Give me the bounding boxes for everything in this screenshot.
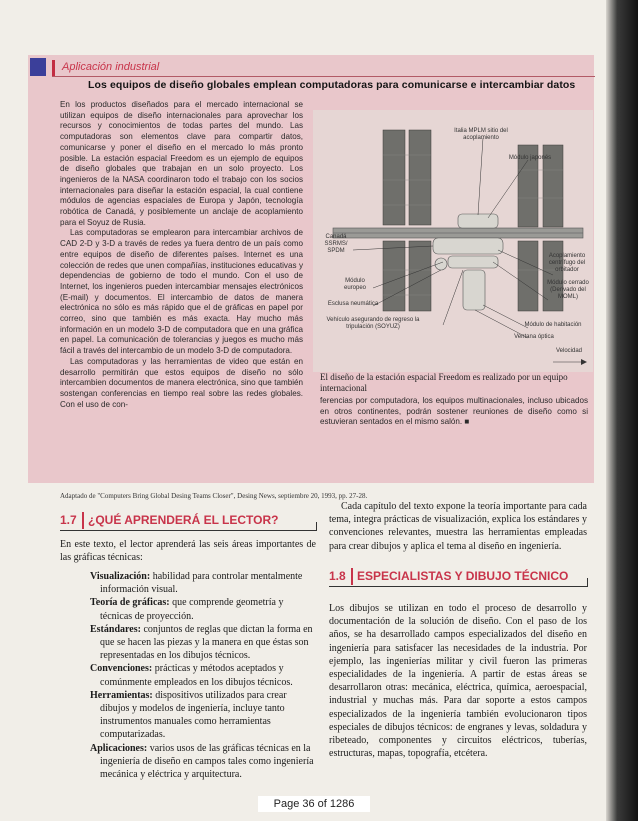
- list-item: Visualización: habilidad para controlar mentalmente información visual.: [90, 571, 303, 596]
- box-marker-bar: [52, 60, 55, 76]
- label-vehiculo: Vehículo asegurando de regreso la tripulación (SOYUZ): [326, 317, 420, 330]
- list-item: Teoría de gráficas: que comprende geometría y técnicas de proyección.: [90, 597, 284, 622]
- section-1-8-heading: [329, 566, 587, 587]
- section-1-7-heading: [60, 510, 316, 531]
- space-station-illustration: [313, 110, 593, 372]
- heading-tick: [316, 522, 317, 531]
- space-station-figure: [313, 110, 593, 372]
- box-text-column: [60, 100, 303, 410]
- page-gutter-shadow: [606, 0, 638, 821]
- heading-tick: [587, 578, 588, 587]
- figure-caption: El diseño de la estación espacial Freedom es realizado por un equipo internacional: [320, 372, 568, 393]
- source-citation: Adaptado de "Computers Bring Global Desing Teams Closer", Desing News, septiembre 20, 1993, pp. 27-28.: [60, 492, 368, 500]
- label-esclusa: Esclusa neumática: [327, 301, 379, 307]
- label-canada: Canadá SSRMS/ SPDM: [324, 234, 348, 254]
- label-ventana: Ventana óptica: [514, 334, 554, 340]
- section-number: 1.7: [60, 513, 77, 527]
- heading-bar: [351, 568, 353, 585]
- box-title: Los equipos de diseño globales emplean computadoras para comunicarse e intercambiar datos: [88, 79, 576, 91]
- label-modulo-japones: Módulo japonés: [508, 155, 552, 161]
- box-paragraph: Las computadoras y las herramientas de video que están en desarrollo permitirán que estos equipos de diseño no sólo intercambien documentos de manera electrónica, sino que también sostengan conferencias en tiempo real sobre las redes globales. Con el uso de con-: [60, 356, 303, 409]
- section-title: ¿QUÉ APRENDERÁ EL LECTOR?: [88, 513, 279, 527]
- box-paragraph: En los productos diseñados para el mercado internacional se utilizan equipos de diseño internacionales para aprovechar los recursos y conocimientos de todas partes del mundo. Las computadoras son elementos clave para compartir datos, comunicarse y poner el diseño en el mercado lo más pronto posible. La estación espacial Freedom es un ejemplo de equipos de diseño globales que trabajan en un solo proyecto. Los ingenieros de la NASA coordinaron todo el trabajo con los socios internacionales para diseñar la estación espacial, la cual contiene módulos de agencias espaciales de Europa y Japón, tecnología robótica de Canadá, y posiblemente un anclaje de acoplamiento para el Soyuz de Rusia.: [60, 100, 303, 227]
- section-1-8-text: Los dibujos se utilizan en todo el proceso de desarrollo y documentación de la solución de diseño. Con el paso de los años, se ha desarrollado campos especializados del diseño en ingeniería para satisfacer las necesidades de la industria. Por ejemplo, las ingenierías militar y civil fueron las primeras especialidades de la ingeniería. A partir de estas áreas se desarrollaron otras: mecánica, eléctrica, química, aeroespacial, industrial y muchas más. Para dar soporte a estos campos especializados de la ingeniería también evolucionaron tipos especiales de dibujos técnicos: de engranes y levas, soldadura y ribeteado, componentes y circuitos eléctricos, tuberías, estructuras, mapas, topografía, etcétera.: [329, 603, 587, 760]
- section-1-7-intro: En este texto, el lector aprenderá las seis áreas importantes de las gráficas técnicas:: [60, 539, 316, 564]
- list-item: Convenciones: prácticas y métodos aceptados y comúnmente empleados en los dibujos técnicos.: [90, 663, 293, 688]
- label-modulo-europeo: Módulo europeo: [343, 278, 367, 291]
- label-velocidad: Velocidad: [555, 348, 583, 354]
- box-paragraph: Las computadoras se emplearon para intercambiar archivos de CAD 2-D y 3-D a través de redes ya fuera dentro de un país como entre equipos de diseño de diferentes países. Internet es una colección de redes que unen compañías, instituciones educativas y dependencias de gobierno de todo el mundo. Con el uso de Internet, los ingenieros pueden intercambiar mensajes electrónicos (E-mail) y documentos. El intercambio de datos de manera electrónica no sólo es más rápido que el de gráficas en papel por correo, sino que también es más exacta. Hay mucho más información en un modelo 3-D de computadora que en una gráfica en papel. La comunicación de tolerancias y juegos es mucho más fácil a través del intercambio de un modelo 3-D de computadora.: [60, 228, 303, 356]
- graphics-areas-list: [90, 570, 316, 781]
- heading-bar: [82, 512, 84, 529]
- box-tab-label: Aplicación industrial: [62, 61, 160, 73]
- chapter-overview-paragraph: Cada capítulo del texto expone la teoría importante para cada tema, integra prácticas de visualización, explica los estándares y convenciones relevantes, muestra las herramientas empleadas para crear dibujos y aplica el tema al diseño en ingeniería.: [329, 501, 587, 552]
- label-italia: Italia MPLM sitio del acoplamiento: [454, 128, 508, 141]
- list-item: Aplicaciones: varios usos de las gráficas técnicas en la ingeniería de diseño en campos tales como ingeniería mecánica y eléctrica y arquitectura.: [90, 742, 314, 781]
- list-item: Herramientas: dispositivos utilizados para crear dibujos y modelos de ingeniería, incluye tanto instrumentos manuales como herramientas computarizadas.: [90, 689, 287, 741]
- section-title: ESPECIALISTAS Y DIBUJO TÉCNICO: [357, 569, 569, 583]
- box-header: [52, 60, 595, 77]
- box-marker-square: [30, 58, 46, 76]
- section-number: 1.8: [329, 569, 346, 583]
- list-item: Estándares: conjuntos de reglas que dictan la forma en que se hacen las piezas y la manera en que éstas son representadas en los dibujos técnicos.: [90, 623, 313, 662]
- box-text-continuation: ferencias por computadora, los equipos multinacionales, incluso ubicados en otros continentes, podrán sostener reuniones de diseño como si estuvieran sentados en el mismo salón. ■: [320, 396, 588, 427]
- label-modulo-habitacion: Módulo de habitación: [524, 322, 582, 328]
- page-number-footer: Page 36 of 1286: [258, 796, 370, 812]
- label-acoplamiento: Acoplamiento centrífugo del orbitador: [548, 253, 586, 273]
- label-modulo-cerrado: Módulo cerrado (Derivado del MOML): [547, 280, 589, 300]
